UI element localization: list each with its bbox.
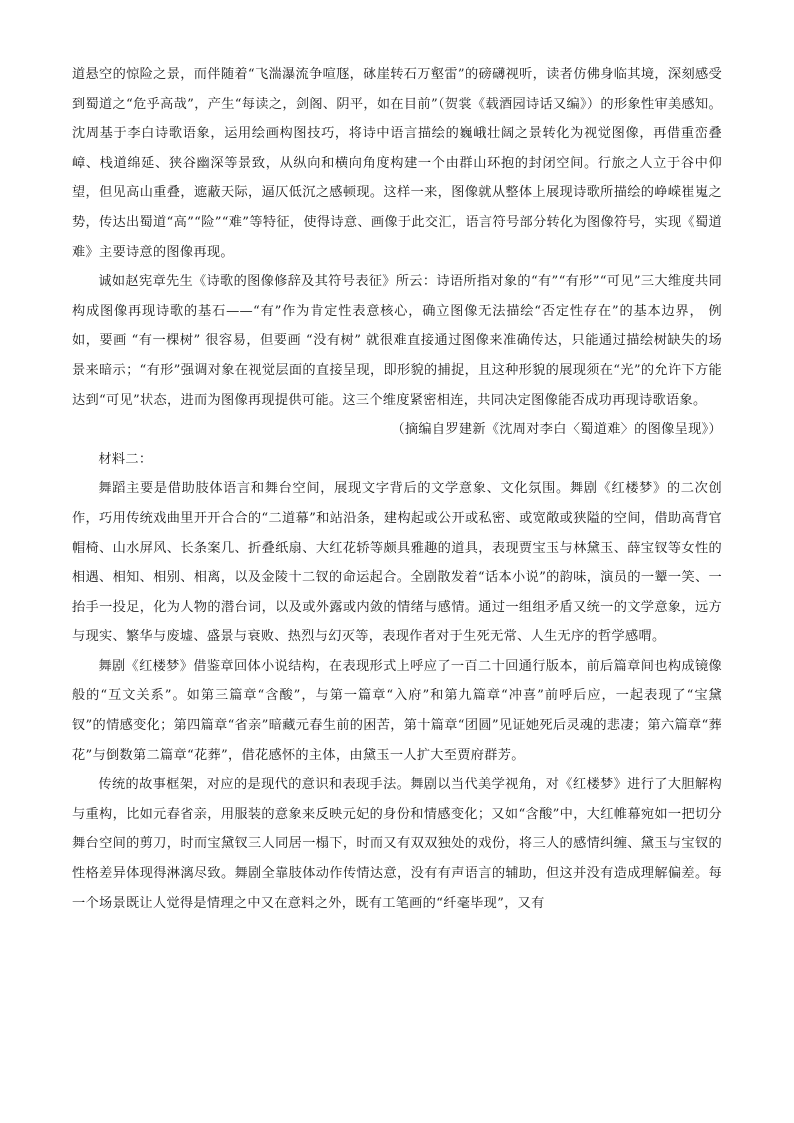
paragraph: 诚如赵宪章先生《诗歌的图像修辞及其符号表征》所云：诗语所指对象的“有”“有形”“可见”三大维度共同构成图像再现诗歌的基石——“有”作为肯定性表意核心，确立图像无法描绘“否定性存在”的基本边界， 例如，要画 “有一棵树” 很容易，但要画 “没有树” 就很难直接通过图像来准确传达，只能通过描绘树缺失的场景来暗示；“有形”强调对象在视觉层面的直接呈现，即形貌的捕捉，且这种形貌的展现须在“光”的允许下方能达到“可见”状态，进而为图像再现提供可能。这三个维度紧密相连，共同决定图像能否成功再现诗歌语象。: [72, 274, 722, 408]
paragraph: 舞剧《红楼梦》借鉴章回体小说结构，在表现形式上呼应了一百二十回通行版本，前后篇章间也构成镜像般的“互文关系”。如第三篇章“含酸”，与第一篇章“入府”和第九篇章“冲喜”前呼后应，一起表现了“宝黛钗”的情感变化；第四篇章“省亲”暗藏元春生前的困苦，第十篇章“团圆”见证她死后灵魂的悲凄；第六篇章“葬花”与倒数第二篇章“花葬”，借花感怀的主体，由黛玉一人扩大至贾府群芳。: [72, 658, 722, 763]
document-body: [72, 60, 722, 918]
paragraph-continuation: 道悬空的惊险之景，而伴随着“飞湍瀑流争喧豗，砯崖转石万壑雷”的磅礴视听，读者仿佛身临其境，深刻感受到蜀道之“危乎高哉”，产生“每读之，剑阁、阴平，如在目前”（贺裳《载酒园诗话又编》）的形象性审美感知。沈周基于李白诗歌语象，运用绘画构图技巧，将诗中语言描绘的巍峨壮阔之景转化为视觉图像，再借重峦叠嶂、栈道绵延、狭谷幽深等景致，从纵向和横向角度构建一个由群山环抱的封闭空间。行旅之人立于谷中仰望，但见高山重叠，遮蔽天际，逼仄低沉之感顿现。这样一来，图像就从整体上展现诗歌所描绘的峥嵘崔嵬之势，传达出蜀道“高”“险”“难”等特征，使得诗意、画像于此交汇，语言符号部分转化为图像符号，实现《蜀道难》主要诗意的图像再现。: [72, 67, 722, 260]
paragraph: 传统的故事框架，对应的是现代的意识和表现手法。舞剧以当代美学视角，对《红楼梦》进行了大胆解构与重构，比如元春省亲，用服装的意象来反映元妃的身份和情感变化；又如“含酸”中，大红帷幕宛如一把切分舞台空间的剪刀，时而宝黛钗三人同居一榻下，时而又有双双独处的戏份，将三人的感情纠缠、黛玉与宝钗的性格差异体现得淋漓尽致。舞剧全靠肢体动作传情达意，没有有声语言的辅助，但这并没有造成理解偏差。每一个场景既让人觉得是情理之中又在意料之外，既有工笔画的“纤毫毕现”，又有: [72, 777, 722, 911]
paragraph: 舞蹈主要是借助肢体语言和舞台空间，展现文字背后的文学意象、文化氛围。舞剧《红楼梦》的二次创作，巧用传统戏曲里开开合合的“二道幕”和站沿条，建构起或公开或私密、或宽敞或狭隘的空间，借助高背官帽椅、山水屏风、长条案几、折叠纸扇、大红花轿等颇具雅趣的道具，表现贾宝玉与林黛玉、薛宝钗等女性的相遇、相知、相别、相离，以及金陵十二钗的命运起合。全剧散发着“话本小说”的韵味，演员的一颦一笑、一抬手一投足，化为人物的潜台词，以及或外露或内敛的情绪与感情。通过一组组矛盾又统一的文学意象，远方与现实、繁华与废墟、盛景与衰败、热烈与幻灭等，表现作者对于生死无常、人生无序的哲学感喟。: [72, 481, 722, 645]
section-label: 材料二：: [98, 451, 153, 467]
source-citation: （摘编自罗建新《沈周对李白〈蜀道难〉的图像呈现》）: [391, 422, 722, 438]
